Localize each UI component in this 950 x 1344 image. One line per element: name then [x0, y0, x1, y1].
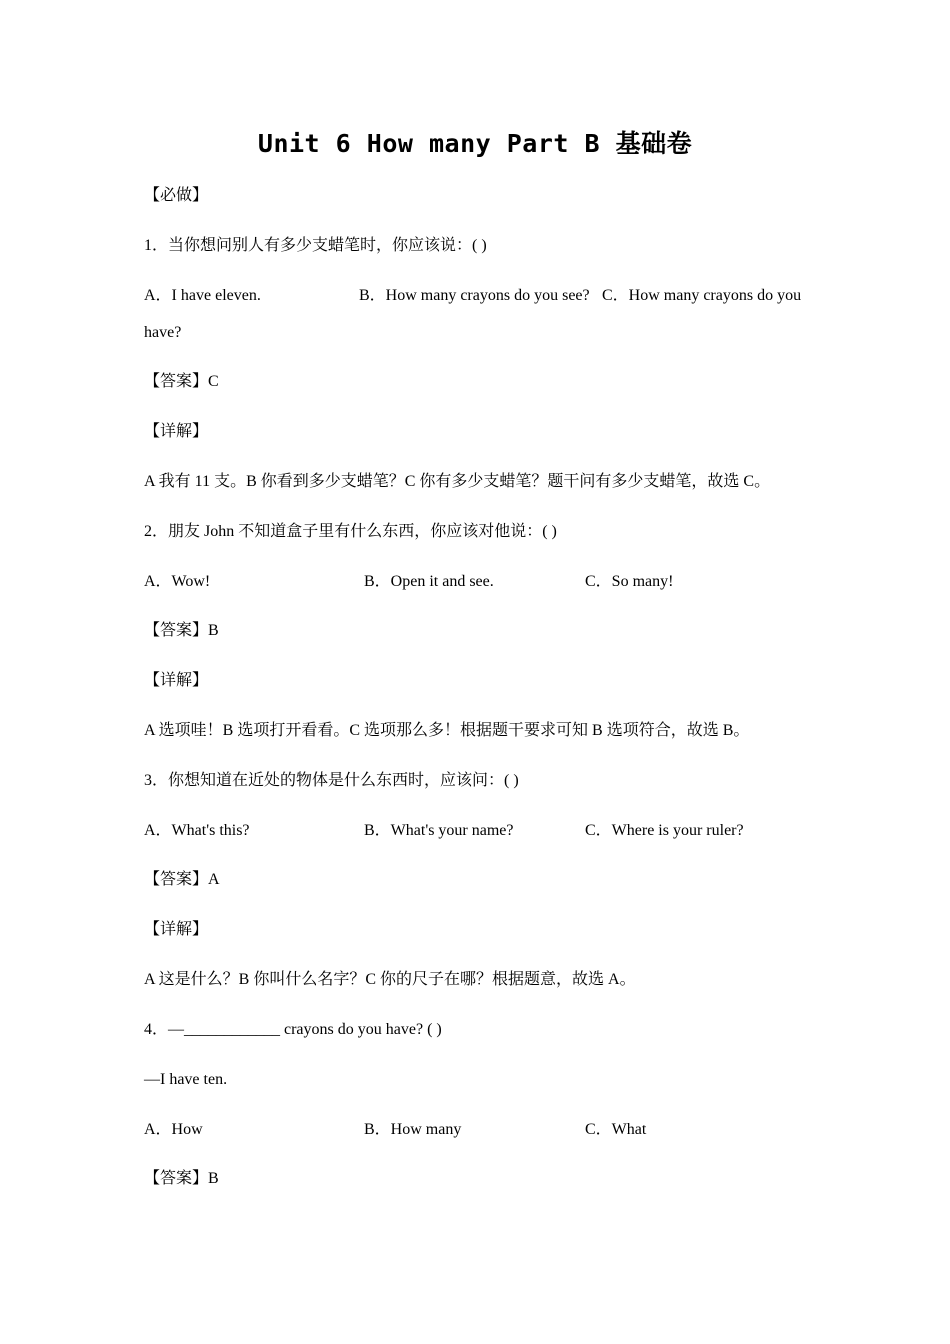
question-3-option-b: B．What's your name?	[364, 822, 514, 839]
question-3-stem: 3．你想知道在近处的物体是什么东西时，应该问：( )	[144, 772, 519, 789]
question-2-stem: 2．朋友 John 不知道盒子里有什么东西，你应该对他说：( )	[144, 523, 557, 540]
question-3-explain-label: 【详解】	[144, 921, 209, 938]
question-2-option-b: B．Open it and see.	[364, 573, 494, 590]
question-3-option-a: A．What's this?	[144, 822, 250, 839]
question-4-option-a: A．How	[144, 1121, 203, 1138]
question-1-option-wrap: have?	[144, 324, 182, 341]
question-1-answer: 【答案】C	[144, 373, 219, 390]
question-3-option-c: C．Where is your ruler?	[585, 822, 744, 839]
question-4-option-c: C．What	[585, 1121, 647, 1138]
question-1-stem: 1．当你想问别人有多少支蜡笔时，你应该说：( )	[144, 237, 487, 254]
question-3-answer: 【答案】A	[144, 871, 220, 888]
question-4-stem: 4．—____________ crayons do you have? ( )	[144, 1021, 442, 1038]
question-1-explanation: A 我有 11 支。B 你看到多少支蜡笔？C 你有多少支蜡笔？题干问有多少支蜡笔，故选 C。	[144, 473, 771, 490]
question-4-option-b: B．How many	[364, 1121, 462, 1138]
question-4-answer: 【答案】B	[144, 1170, 219, 1187]
question-3-explanation: A 这是什么？B 你叫什么名字？C 你的尺子在哪？根据题意，故选 A。	[144, 971, 636, 988]
question-1-option-b: B．How many crayons do you see?	[359, 287, 590, 304]
question-2-explanation: A 选项哇！B 选项打开看看。C 选项那么多！根据题干要求可知 B 选项符合，故选 B。	[144, 722, 750, 739]
question-1-option-a: A．I have eleven.	[144, 287, 261, 304]
section-label: 【必做】	[144, 187, 209, 204]
question-2-option-c: C．So many!	[585, 573, 674, 590]
page-title: Unit 6 How many Part B 基础卷	[257, 129, 693, 158]
question-1-explain-label: 【详解】	[144, 423, 209, 440]
question-1-option-c: C．How many crayons do you	[602, 287, 802, 304]
question-2-option-a: A．Wow!	[144, 573, 211, 590]
question-4-reply: —I have ten.	[144, 1071, 228, 1088]
question-2-answer: 【答案】B	[144, 622, 219, 639]
question-2-explain-label: 【详解】	[144, 672, 209, 689]
